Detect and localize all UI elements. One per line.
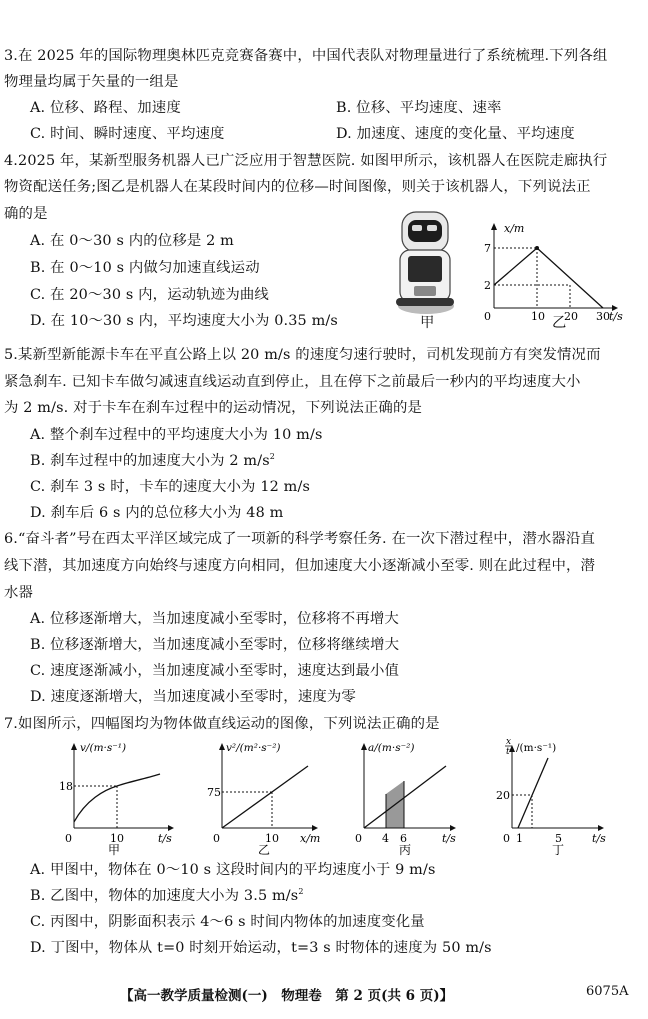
x-axis-label: t/s — [609, 310, 623, 323]
at-line — [364, 766, 446, 828]
x-tick-4: 4 — [382, 832, 389, 845]
x-axis-arrow — [312, 825, 318, 831]
q7-stem-line1: 7.如图所示，四幅图均为物体做直线运动的图像，下列说法正确的是 — [4, 716, 440, 732]
q3-stem-line1: 3.在 2025 年的国际物理奥林匹克竞赛备赛中，中国代表队对物理量进行了系统梳理.下列各组 — [4, 48, 608, 64]
q3-stem-line2: 物理量均属于矢量的一组是 — [4, 74, 179, 90]
q5-option-b-text: B. 刹车过程中的加速度大小为 2 m/s — [30, 453, 270, 469]
q6-option-d: D. 速度逐渐增大，当加速度减小至零时，速度为零 — [30, 689, 356, 705]
caption-jia: 甲 — [108, 843, 121, 856]
q4-stem-line3: 确的是 — [4, 206, 48, 222]
q6-option-c: C. 速度逐渐减小，当加速度减小至零时，速度达到最小值 — [30, 663, 400, 679]
v2x-line — [222, 766, 308, 828]
q4-figure-jia-caption: 甲 — [420, 315, 435, 331]
q5-option-a: A. 整个刹车过程中的平均速度大小为 10 m/s — [30, 427, 323, 443]
y-tick-20: 20 — [496, 789, 510, 802]
q3-option-b: B. 位移、平均速度、速率 — [336, 100, 502, 116]
q7-option-d: D. 丁图中，物体从 t=0 时刻开始运动，t=3 s 时物体的速度为 50 m/s — [30, 940, 492, 956]
q5-option-b — [30, 451, 275, 471]
q7-option-b-text: B. 乙图中，物体的加速度大小为 3.5 m/s — [30, 888, 299, 904]
q7-option-b — [30, 886, 304, 906]
robot-face-screen — [408, 220, 442, 242]
x-tick-10: 10 — [531, 310, 545, 323]
origin-label: 0 — [65, 832, 72, 845]
x-tick-1: 1 — [516, 832, 523, 845]
q5-stem-line3: 为 2 m/s. 对于卡车在刹车过程中的运动情况，下列说法正确的是 — [4, 400, 423, 416]
y-tick-7: 7 — [484, 242, 491, 255]
y-label-unit: /(m·s⁻¹) — [516, 742, 557, 754]
q4-stem-line1: 4.2025 年，某新型服务机器人已广泛应用于智慧医院. 如图甲所示，该机器人在医院走廊执行 — [4, 153, 608, 169]
x-tick-20: 20 — [564, 310, 578, 323]
robot-compartment — [414, 286, 436, 296]
q5-stem-line2: 紧急刹车. 已知卡车做匀减速直线运动直到停止，且在停下之前最后一秒内的平均速度大小 — [4, 374, 581, 390]
x-tick-10: 10 — [110, 832, 124, 845]
q5-option-d: D. 刹车后 6 s 内的总位移大小为 48 m — [30, 505, 284, 521]
page-footer: 【高一教学质量检测(一) 物理卷 第 2 页(共 6 页)】 — [120, 988, 454, 1004]
origin-label: 0 — [484, 310, 491, 323]
q4-option-a: A. 在 0～30 s 内的位移是 2 m — [30, 233, 234, 249]
y-axis-arrow — [491, 223, 497, 230]
q4-option-d: D. 在 10～30 s 内，平均速度大小为 0.35 m/s — [30, 313, 338, 329]
q4-xt-graph — [472, 222, 632, 324]
x-axis-label: x/m — [300, 832, 321, 845]
q5-stem-line1: 5.某新型新能源卡车在平直公路上以 20 m/s 的速度匀速行驶时，司机发现前方有突发情况而 — [4, 347, 601, 363]
robot-chest-panel — [408, 256, 442, 282]
q5-option-c: C. 刹车 3 s 时，卡车的速度大小为 12 m/s — [30, 479, 310, 495]
y-axis-arrow — [219, 743, 225, 750]
q4-option-b: B. 在 0～10 s 内做匀加速直线运动 — [30, 260, 260, 276]
robot-eye-left — [412, 225, 422, 231]
q7-option-c: C. 丙图中，阴影面积表示 4～6 s 时间内物体的加速度变化量 — [30, 914, 425, 930]
q3-option-c: C. 时间、瞬时速度、平均速度 — [30, 126, 225, 142]
x-axis-label: t/s — [442, 832, 456, 845]
q6-option-b: B. 位移逐渐增大，当加速度减小至零时，位移将继续增大 — [30, 637, 400, 653]
y-axis-label: a/(m·s⁻²) — [368, 742, 415, 754]
x-axis-arrow — [450, 825, 456, 831]
y-tick-18: 18 — [59, 780, 73, 793]
caption-yi: 乙 — [258, 843, 271, 856]
q7-graph-ding — [488, 736, 638, 856]
robot-eye-right — [427, 225, 437, 231]
q4-option-c: C. 在 20～30 s 内，运动轨迹为曲线 — [30, 287, 269, 303]
origin-label: 0 — [213, 832, 220, 845]
x-axis-label: t/s — [158, 832, 172, 845]
q6-stem-line2: 线下潜，其加速度方向始终与速度方向相同，但加速度大小逐渐减小至零. 则在此过程中，潜 — [4, 558, 596, 574]
x-tick-6: 6 — [400, 832, 407, 845]
q4-stem-line2: 物资配送任务;图乙是机器人在某段时间内的位移—时间图像，则关于该机器人，下列说法正 — [4, 179, 591, 195]
y-axis-arrow — [361, 743, 367, 750]
q6-option-a: A. 位移逐渐增大，当加速度减小至零时，位移将不再增大 — [30, 611, 399, 627]
q7-option-b-sup: 2 — [298, 887, 304, 897]
q3-option-a: A. 位移、路程、加速度 — [30, 100, 181, 116]
q7-graph-jia — [52, 740, 182, 856]
x-axis-arrow — [168, 825, 174, 831]
x-axis-arrow — [598, 825, 604, 831]
peak-point — [535, 246, 539, 250]
y-tick-2: 2 — [484, 279, 491, 292]
caption-ding: 丁 — [552, 843, 565, 856]
xt-t-line — [518, 758, 548, 828]
xt-line — [494, 248, 603, 308]
y-label-denominator: t — [506, 747, 510, 757]
x-tick-5: 5 — [555, 832, 562, 845]
y-tick-75: 75 — [207, 786, 221, 799]
origin-label: 0 — [503, 832, 510, 845]
q7-graph-yi — [200, 740, 330, 856]
caption-bing: 丙 — [399, 843, 412, 856]
q6-stem-line3: 水器 — [4, 585, 34, 601]
q7-option-a: A. 甲图中，物体在 0～10 s 这段时间内的平均速度小于 9 m/s — [30, 862, 436, 878]
q6-stem-line1: 6.“奋斗者”号在西太平洋区域完成了一项新的科学考察任务. 在一次下潜过程中，潜水器沿直 — [4, 531, 596, 547]
q5-option-b-sup: 2 — [269, 452, 275, 462]
robot-wheel-base — [396, 298, 454, 306]
y-axis-label: x/m — [504, 222, 525, 235]
x-axis-label: t/s — [592, 832, 606, 845]
q7-graph-bing — [342, 740, 472, 856]
x-tick-30: 30 — [596, 310, 610, 323]
x-tick-10: 10 — [265, 832, 279, 845]
y-label-numerator: x — [506, 737, 512, 747]
y-axis-label: v²/(m²·s⁻²) — [226, 742, 281, 754]
y-axis-label: v/(m·s⁻¹) — [80, 742, 127, 754]
q3-option-d: D. 加速度、速度的变化量、平均速度 — [336, 126, 575, 142]
origin-label: 0 — [355, 832, 362, 845]
q4-figure-yi-caption: 乙 — [552, 315, 567, 331]
paper-code: 6075A — [586, 984, 629, 999]
y-axis-arrow — [71, 743, 77, 750]
